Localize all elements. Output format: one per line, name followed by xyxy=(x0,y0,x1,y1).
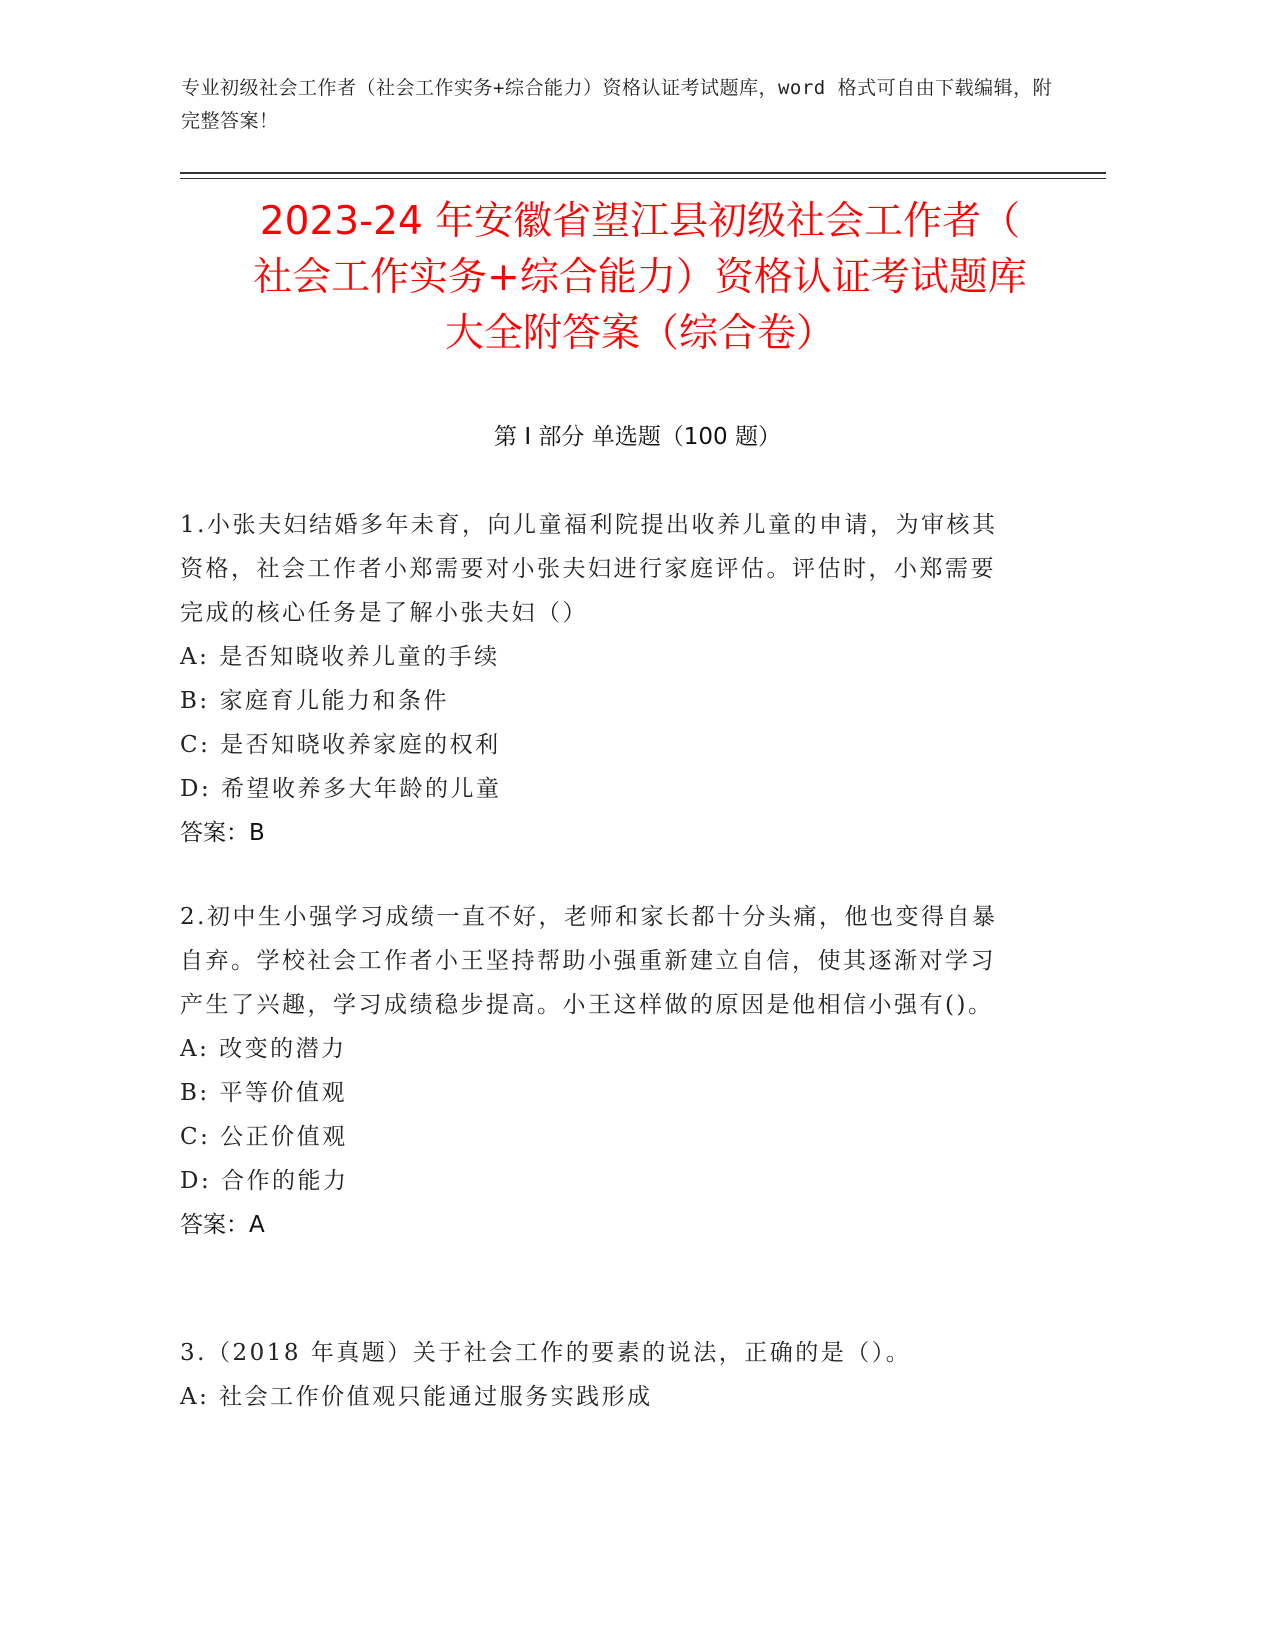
option-b: B: 家庭育儿能力和条件 xyxy=(180,688,449,714)
answer-text: 答案：A xyxy=(180,1212,265,1238)
question-2 xyxy=(180,895,1020,1247)
option-a: A: 改变的潜力 xyxy=(180,1036,347,1062)
answer-text: 答案：B xyxy=(180,820,265,846)
title-line-1: 2023-24 年安徽省望江县初级社会工作者（ xyxy=(259,199,1021,244)
section-heading: 第 I 部分 单选题（100 题） xyxy=(494,424,781,450)
option-a: A: 社会工作价值观只能通过服务实践形成 xyxy=(180,1384,653,1410)
title-line-2: 社会工作实务+综合能力）资格认证考试题库 xyxy=(253,255,1027,300)
question-stem: 1.小张夫妇结婚多年未育，向儿童福利院提出收养儿童的申请，为审核其资格，社会工作者小郑需要对小张夫妇进行家庭评估。评估时，小郑需要完成的核心任务是了解小张夫妇（） xyxy=(180,512,998,626)
option-c: C: 是否知晓收养家庭的权利 xyxy=(180,732,501,758)
option-c: C: 公正价值观 xyxy=(180,1124,348,1150)
header-note: 专业初级社会工作者（社会工作实务+综合能力）资格认证考试题库，word 格式可自由下载编辑，附完整答案！ xyxy=(181,77,1053,132)
option-d: D: 合作的能力 xyxy=(180,1168,349,1194)
option-a: A: 是否知晓收养儿童的手续 xyxy=(180,644,500,670)
header-divider-thick xyxy=(180,172,1106,174)
question-stem: 2.初中生小强学习成绩一直不好，老师和家长都十分头痛，他也变得自暴自弃。学校社会工作者小王坚持帮助小强重新建立自信，使其逐渐对学习产生了兴趣，学习成绩稳步提高。小王这样做的原因是他相信小强有()。 xyxy=(180,904,998,1018)
title-line-3: 大全附答案（综合卷） xyxy=(444,311,835,356)
header-divider-thin xyxy=(180,178,1106,179)
question-1 xyxy=(180,503,1020,855)
document-title xyxy=(150,194,1130,362)
question-3 xyxy=(180,1331,1020,1419)
question-stem: 3.（2018 年真题）关于社会工作的要素的说法，正确的是（）。 xyxy=(180,1340,912,1366)
option-b: B: 平等价值观 xyxy=(180,1080,347,1106)
option-d: D: 希望收养多大年龄的儿童 xyxy=(180,776,502,802)
